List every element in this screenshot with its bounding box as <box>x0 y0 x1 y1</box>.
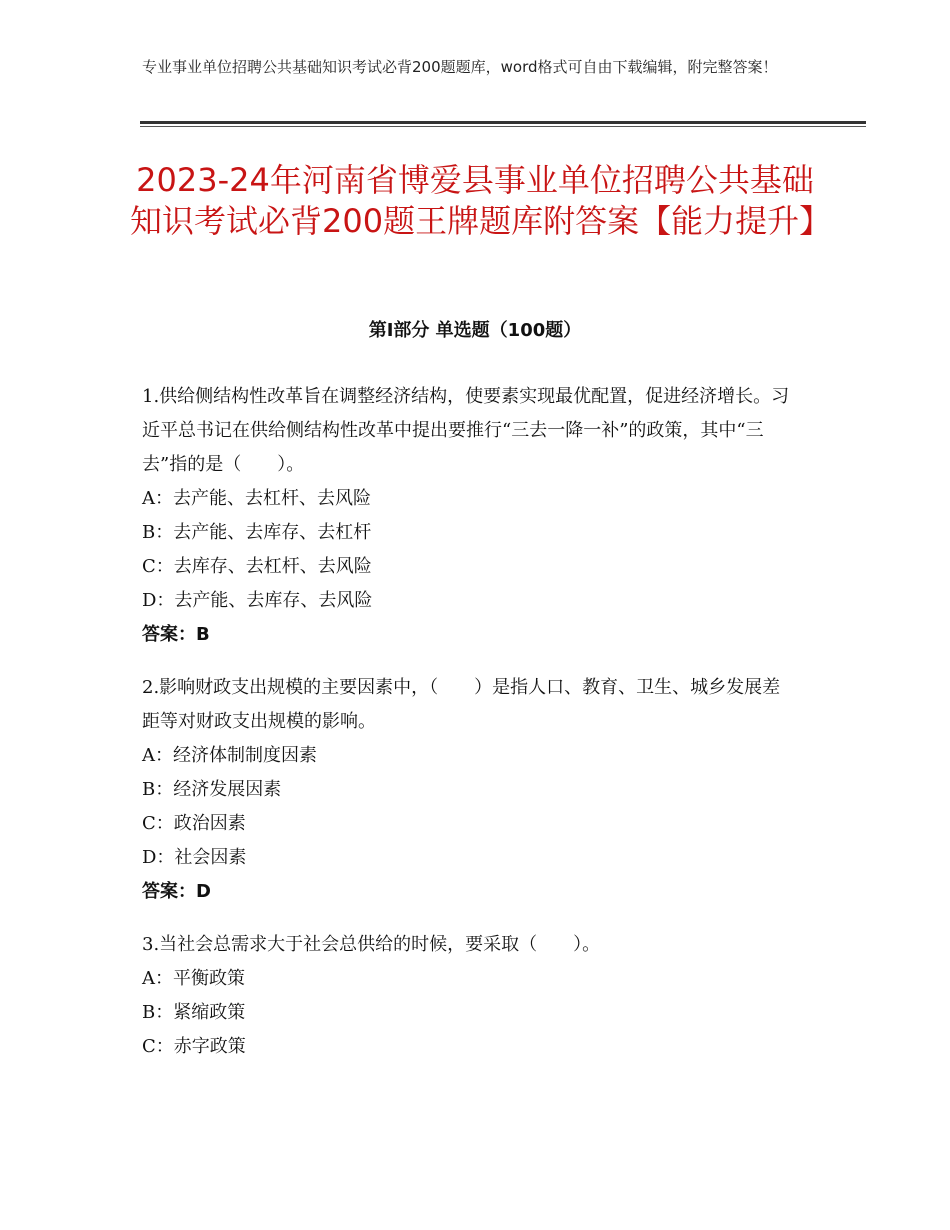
header-divider-thick <box>140 121 866 124</box>
option-c: C：政治因素 <box>142 813 246 834</box>
option-b: B：紧缩政策 <box>142 1002 246 1023</box>
question-1 <box>142 380 797 652</box>
header-divider-thin <box>140 126 866 127</box>
document-title: 2023-24年河南省博爱县事业单位招聘公共基础知识考试必背200题王牌题库附答案【能力提升】 <box>130 161 832 240</box>
option-c: C：赤字政策 <box>142 1036 246 1057</box>
option-d: D：社会因素 <box>142 847 247 868</box>
answer-line: 答案：D <box>142 881 211 902</box>
option-a: A：去产能、去杠杆、去风险 <box>142 488 371 509</box>
option-a: A：平衡政策 <box>142 968 245 989</box>
question-3 <box>142 928 797 1064</box>
answer-line: 答案：B <box>142 624 210 645</box>
header-note: 专业事业单位招聘公共基础知识考试必背200题题库，word格式可自由下载编辑，附完整答案！ <box>142 58 778 76</box>
question-stem: 1.供给侧结构性改革旨在调整经济结构，使要素实现最优配置，促进经济增长。习近平总书记在供给侧结构性改革中提出要推行“三去一降一补”的政策，其中“三去”指的是（ ）。 <box>142 386 790 475</box>
option-c: C：去库存、去杠杆、去风险 <box>142 556 372 577</box>
option-b: B：去产能、去库存、去杠杆 <box>142 522 372 543</box>
option-b: B：经济发展因素 <box>142 779 282 800</box>
option-a: A：经济体制制度因素 <box>142 745 317 766</box>
option-d: D：去产能、去库存、去风险 <box>142 590 373 611</box>
question-2 <box>142 671 797 909</box>
question-list <box>142 380 797 1083</box>
question-stem: 2.影响财政支出规模的主要因素中，（ ）是指人口、教育、卫生、城乡发展差距等对财政支出规模的影响。 <box>142 677 781 732</box>
question-stem: 3.当社会总需求大于社会总供给的时候，要采取（ ）。 <box>142 934 601 955</box>
section-title: 第Ⅰ部分 单选题（100题） <box>368 320 582 341</box>
